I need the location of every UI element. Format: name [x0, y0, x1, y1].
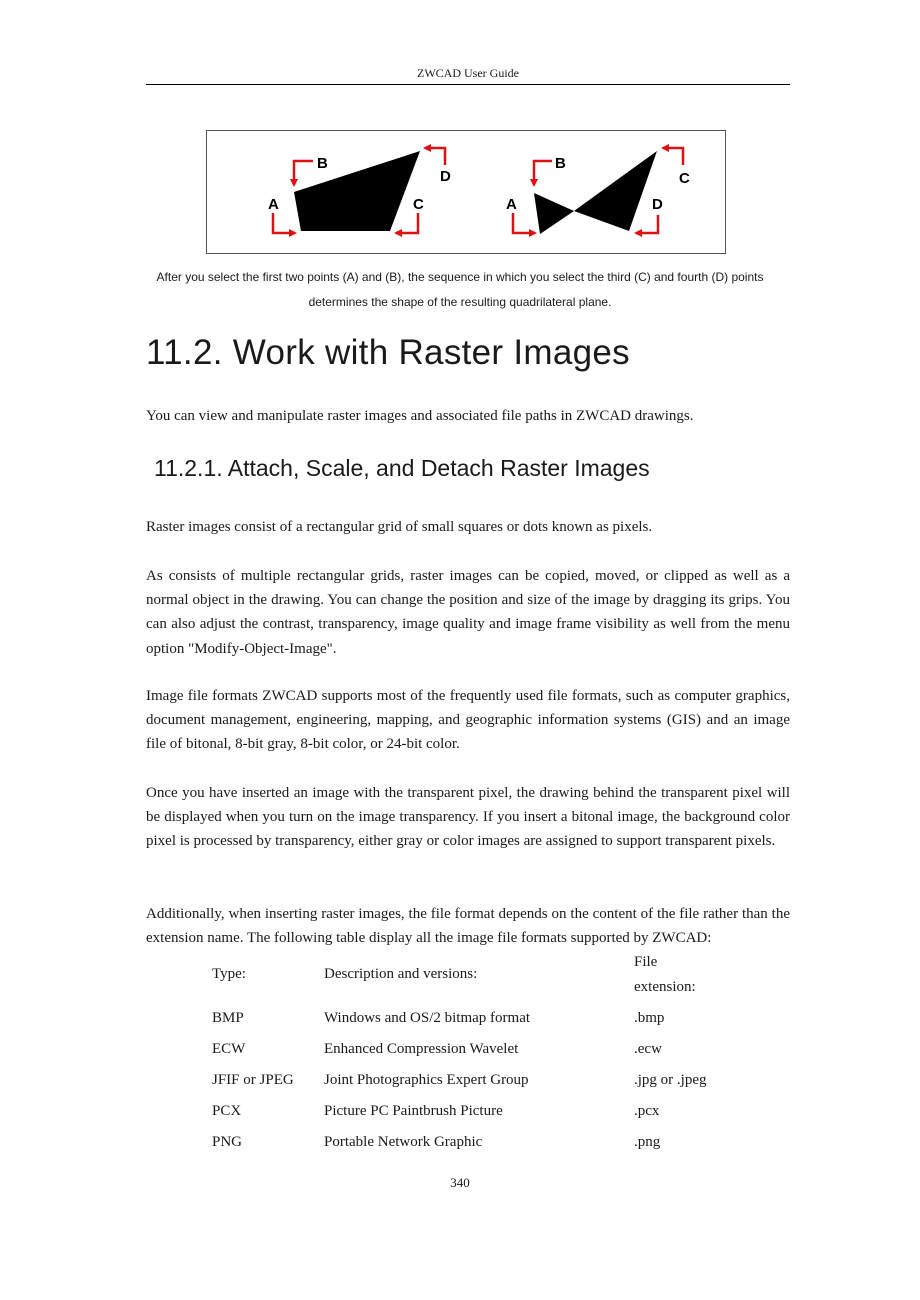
cell-extension: .jpg or .jpeg	[634, 1072, 707, 1088]
cell-type: PNG	[212, 1134, 243, 1150]
paragraph-1: Raster images consist of a rectangular grid of small squares or dots known as pixels.	[146, 519, 653, 535]
label-b-left: B	[317, 155, 328, 172]
label-b-right: B	[555, 155, 566, 172]
cell-extension: .png	[634, 1134, 661, 1150]
quadrilateral-diagrams	[207, 131, 727, 255]
arrow-c-right	[663, 148, 683, 165]
cell-type: ECW	[212, 1041, 246, 1057]
quadrilateral-figure	[206, 130, 726, 254]
arrow-a-left	[273, 213, 295, 233]
label-a-right: A	[506, 196, 517, 213]
label-d-left: D	[440, 168, 451, 185]
cell-description: Windows and OS/2 bitmap format	[324, 1010, 531, 1026]
figure-caption-line-2: determines the shape of the resulting quadrilateral plane.	[308, 295, 612, 309]
arrow-d-left	[425, 148, 445, 165]
label-c-left: C	[413, 196, 424, 213]
header-extension-2: extension:	[634, 979, 696, 995]
cell-type: JFIF or JPEG	[212, 1072, 294, 1088]
header-type: Type:	[212, 966, 246, 982]
paragraph-2: As consists of multiple rectangular grids, raster images can be copied, moved, or clipped as well as a normal object in the drawing. You can change the position and size of the image by dragging its grips. You can also adjust the contrast, transparency, image quality and image frame visibility as well from the menu option "Modify-Object-Image".	[146, 568, 790, 657]
label-a-left: A	[268, 196, 279, 213]
section-intro: You can view and manipulate raster images and associated file paths in ZWCAD drawings.	[146, 408, 694, 424]
quadrilateral-shape-left	[294, 151, 420, 231]
cell-description: Enhanced Compression Wavelet	[324, 1041, 519, 1057]
cell-type: BMP	[212, 1010, 244, 1026]
cell-description: Joint Photographics Expert Group	[324, 1072, 529, 1088]
cell-extension: .pcx	[634, 1103, 660, 1119]
arrow-a-right	[513, 213, 535, 233]
paragraph-4: Once you have inserted an image with the transparent pixel, the drawing behind the transparent pixel will be displayed when you turn on the image transparency. If you insert a bitonal image, the background color pixel is processed by transparency, either gray or color images are assigned to support transparent pixels.	[146, 785, 790, 850]
page-header: ZWCAD User Guide	[146, 66, 790, 85]
cell-description: Picture PC Paintbrush Picture	[324, 1103, 503, 1119]
header-description: Description and versions:	[324, 966, 478, 982]
figure-caption-line-1: After you select the first two points (A) and (B), the sequence in which you select the third (C) and fourth (D) points	[156, 270, 764, 284]
subsection-heading: 11.2.1. Attach, Scale, and Detach Raster Images	[154, 455, 650, 481]
bowtie-shape-right-b	[574, 151, 657, 231]
arrow-c-left	[396, 213, 418, 233]
cell-type: PCX	[212, 1103, 242, 1119]
arrow-d-right	[636, 215, 658, 233]
arrow-b-right	[534, 161, 552, 185]
paragraph-3: Image file formats ZWCAD supports most of the frequently used file formats, such as computer graphics, document management, engineering, mapping, and geographic information systems (GIS) and an image file of bitonal, 8-bit gray, 8-bit color, or 24-bit color.	[146, 688, 790, 753]
paragraph-5: Additionally, when inserting raster images, the file format depends on the content of the file rather than the extension name. The following table display all the image file formats supported by ZWCAD:	[146, 906, 790, 947]
cell-description: Portable Network Graphic	[324, 1134, 483, 1150]
page-number: 340	[450, 1175, 470, 1190]
label-d-right: D	[652, 196, 663, 213]
label-c-right: C	[679, 170, 690, 187]
cell-extension: .ecw	[634, 1041, 662, 1057]
arrow-b-left	[294, 161, 313, 185]
section-heading: 11.2. Work with Raster Images	[146, 333, 630, 372]
header-extension-1: File	[634, 954, 658, 970]
bowtie-shape-right	[534, 193, 574, 234]
cell-extension: .bmp	[634, 1010, 665, 1026]
